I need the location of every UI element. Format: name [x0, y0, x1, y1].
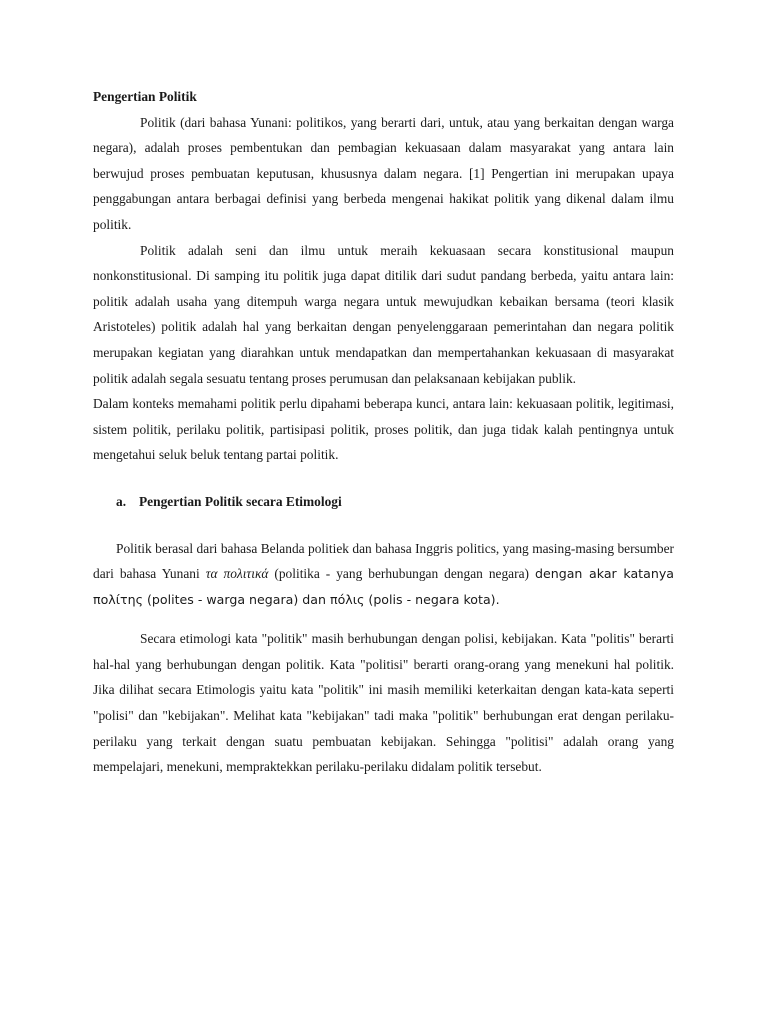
document-page [93, 84, 674, 780]
section-a-marker: a. [116, 493, 127, 509]
etymology-paragraph [93, 536, 674, 613]
etymology-text-3: dengan akar katanya πολίτης (polites - warga negara) dan πόλις (polis - negara kota). [93, 566, 674, 607]
intro-paragraph-1: Politik (dari bahasa Yunani: politikos, yang berarti dari, untuk, atau yang berkaitan dengan warga negara), adalah proses pembentukan dan pembagian kekuasaan dalam masyarakat yang antara lain berwujud proses pembuatan keputusan, khususnya dalam negara. [1] Pengertian ini merupakan upaya penggabungan antara berbagai definisi yang berbeda mengenai hakikat politik yang dikenal dalam ilmu politik. [93, 114, 674, 232]
greek-term: τα πολιτικά [205, 566, 269, 582]
etymology-text-1: Politik berasal dari bahasa Belanda politiek dan bahasa Inggris politics, yang masing-masing bersumber dari bahasa Yunani [93, 540, 674, 582]
context-paragraph: Dalam konteks memahami politik perlu dipahami beberapa kunci, antara lain: kekuasaan politik, legitimasi, sistem politik, perilaku politik, partisipasi politik, proses politik, dan juga tidak kalah pentingnya untuk mengetahui seluk beluk tentang partai politik. [93, 396, 674, 463]
section-a-title: Pengertian Politik secara Etimologi [139, 493, 342, 509]
etymology-paragraph-2: Secara etimologi kata "politik" masih berhubungan dengan polisi, kebijakan. Kata "politis" berarti hal-hal yang berhubungan dengan politik. Kata "politisi" berarti orang-orang yang menekuni hal politik. Jika dilihat secara Etimologis yaitu kata "politik" ini masih memiliki keterkaitan dengan kata-kata seperti "polisi" dan "kebijakan". Melihat kata "kebijakan" tadi maka "politik" berhubungan erat dengan perilaku-perilaku yang terkait dengan suatu pembuatan kebijakan. Sehingga "politisi" adalah orang yang mempelajari, menekuni, mempraktekkan perilaku-perilaku didalam politik tersebut. [93, 631, 674, 775]
intro-paragraph-2: Politik adalah seni dan ilmu untuk meraih kekuasaan secara konstitusional maupun nonkonstitusional. Di samping itu politik juga dapat ditilik dari sudut pandang berbeda, yaitu antara lain: politik adalah usaha yang ditempuh warga negara untuk mewujudkan kebaikan bersama (teori klasik Aristoteles) politik adalah hal yang berkaitan dengan penyelenggaraan pemerintahan dan negara politik merupakan kegiatan yang diarahkan untuk mendapatkan dan mempertahankan kekuasaan di masyarakat politik adalah segala sesuatu tentang proses perumusan dan pelaksanaan kebijakan publik. [93, 242, 674, 386]
page-title: Pengertian Politik [93, 89, 197, 104]
paragraph-gap [93, 612, 674, 626]
section-a-heading [93, 489, 674, 515]
etymology-text-2: (politika - yang berhubungan dengan negara) [268, 566, 535, 582]
